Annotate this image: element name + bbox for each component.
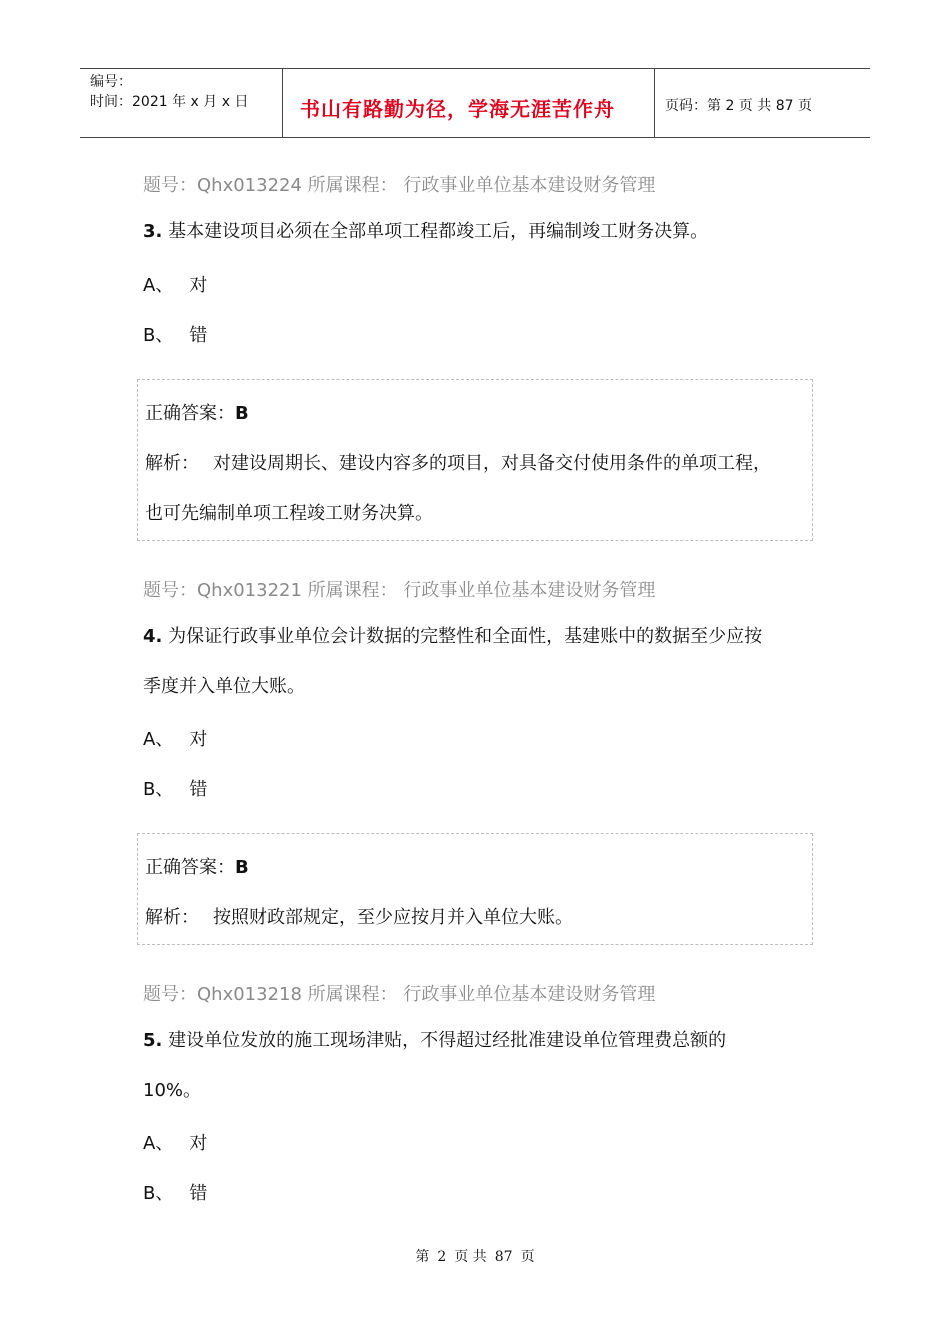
option-a[interactable] xyxy=(143,725,207,751)
answer-row xyxy=(145,853,249,879)
option-text: 对 xyxy=(189,275,208,296)
analysis-line: 对建设周期长、建设内容多的项目，对具备交付使用条件的单项工程， xyxy=(213,453,771,474)
option-text: 错 xyxy=(189,779,208,800)
number-label: 编号： xyxy=(90,74,132,90)
question-number: 5. xyxy=(143,1030,163,1051)
answer-value: B xyxy=(235,403,249,424)
option-text: 对 xyxy=(189,729,208,750)
answer-label: 正确答案： xyxy=(145,403,235,424)
footer-pre: 第 xyxy=(415,1249,430,1265)
option-separator: 、 xyxy=(155,275,174,296)
page-header xyxy=(80,68,870,138)
header-right-cell xyxy=(655,69,870,137)
option-letter: A xyxy=(143,275,156,296)
answer-row xyxy=(145,399,249,425)
option-a[interactable] xyxy=(143,1129,207,1155)
answer-value: B xyxy=(235,857,249,878)
question-number: 4. xyxy=(143,626,163,647)
question-line: 为保证行政事业单位会计数据的完整性和全面性，基建账中的数据至少应按 xyxy=(168,626,763,647)
question-line-2: 季度并入单位大账。 xyxy=(143,676,305,697)
footer-page: 2 xyxy=(437,1249,447,1265)
analysis-row xyxy=(145,903,573,929)
question-meta: 题号：Qhx013218 所属课程： 行政事业单位基本建设财务管理 xyxy=(143,984,656,1005)
option-separator: 、 xyxy=(155,779,174,800)
option-separator: 、 xyxy=(155,325,174,346)
answer-label: 正确答案： xyxy=(145,857,235,878)
header-motto-cell xyxy=(282,69,655,137)
footer-mid: 页 共 xyxy=(454,1249,487,1265)
option-letter: A xyxy=(143,1133,156,1154)
question-line-2: 10%。 xyxy=(143,1080,202,1101)
question-number: 3. xyxy=(143,221,163,242)
header-left-cell xyxy=(80,69,283,137)
question-text xyxy=(143,1016,823,1116)
analysis-label: 解析： xyxy=(145,453,199,474)
question-text xyxy=(143,612,823,712)
question-line: 基本建设项目必须在全部单项工程都竣工后，再编制竣工财务决算。 xyxy=(168,221,709,242)
page-info: 页码：第 2 页 共 87 页 xyxy=(665,98,812,114)
analysis-line: 按照财政部规定，至少应按月并入单位大账。 xyxy=(213,907,573,928)
option-separator: 、 xyxy=(155,729,174,750)
answer-box xyxy=(137,379,813,541)
analysis-label: 解析： xyxy=(145,907,199,928)
question-line-1 xyxy=(143,1016,823,1066)
option-text: 错 xyxy=(189,325,208,346)
motto: 书山有路勤为径，学海无涯苦作舟 xyxy=(300,97,615,121)
option-a[interactable] xyxy=(143,271,207,297)
option-letter: B xyxy=(143,325,156,346)
question-line-1 xyxy=(143,612,823,662)
option-b[interactable] xyxy=(143,1179,207,1205)
option-letter: B xyxy=(143,779,156,800)
option-separator: 、 xyxy=(155,1183,174,1204)
page-footer xyxy=(0,1246,950,1266)
question-line: 建设单位发放的施工现场津贴，不得超过经批准建设单位管理费总额的 xyxy=(168,1030,727,1051)
question-meta: 题号：Qhx013224 所属课程： 行政事业单位基本建设财务管理 xyxy=(143,175,656,196)
option-b[interactable] xyxy=(143,775,207,801)
analysis-line: 也可先编制单项工程竣工财务决算。 xyxy=(145,503,433,524)
analysis-row xyxy=(145,449,771,475)
option-text: 错 xyxy=(189,1183,208,1204)
option-separator: 、 xyxy=(155,1133,174,1154)
date-label: 时间：2021 年 x 月 x 日 xyxy=(90,94,249,110)
footer-post: 页 xyxy=(520,1249,535,1265)
question-text xyxy=(143,207,823,257)
option-text: 对 xyxy=(189,1133,208,1154)
option-letter: B xyxy=(143,1183,156,1204)
answer-box xyxy=(137,833,813,945)
question-meta: 题号：Qhx013221 所属课程： 行政事业单位基本建设财务管理 xyxy=(143,580,656,601)
option-b[interactable] xyxy=(143,321,207,347)
option-letter: A xyxy=(143,729,156,750)
footer-total: 87 xyxy=(494,1249,513,1265)
